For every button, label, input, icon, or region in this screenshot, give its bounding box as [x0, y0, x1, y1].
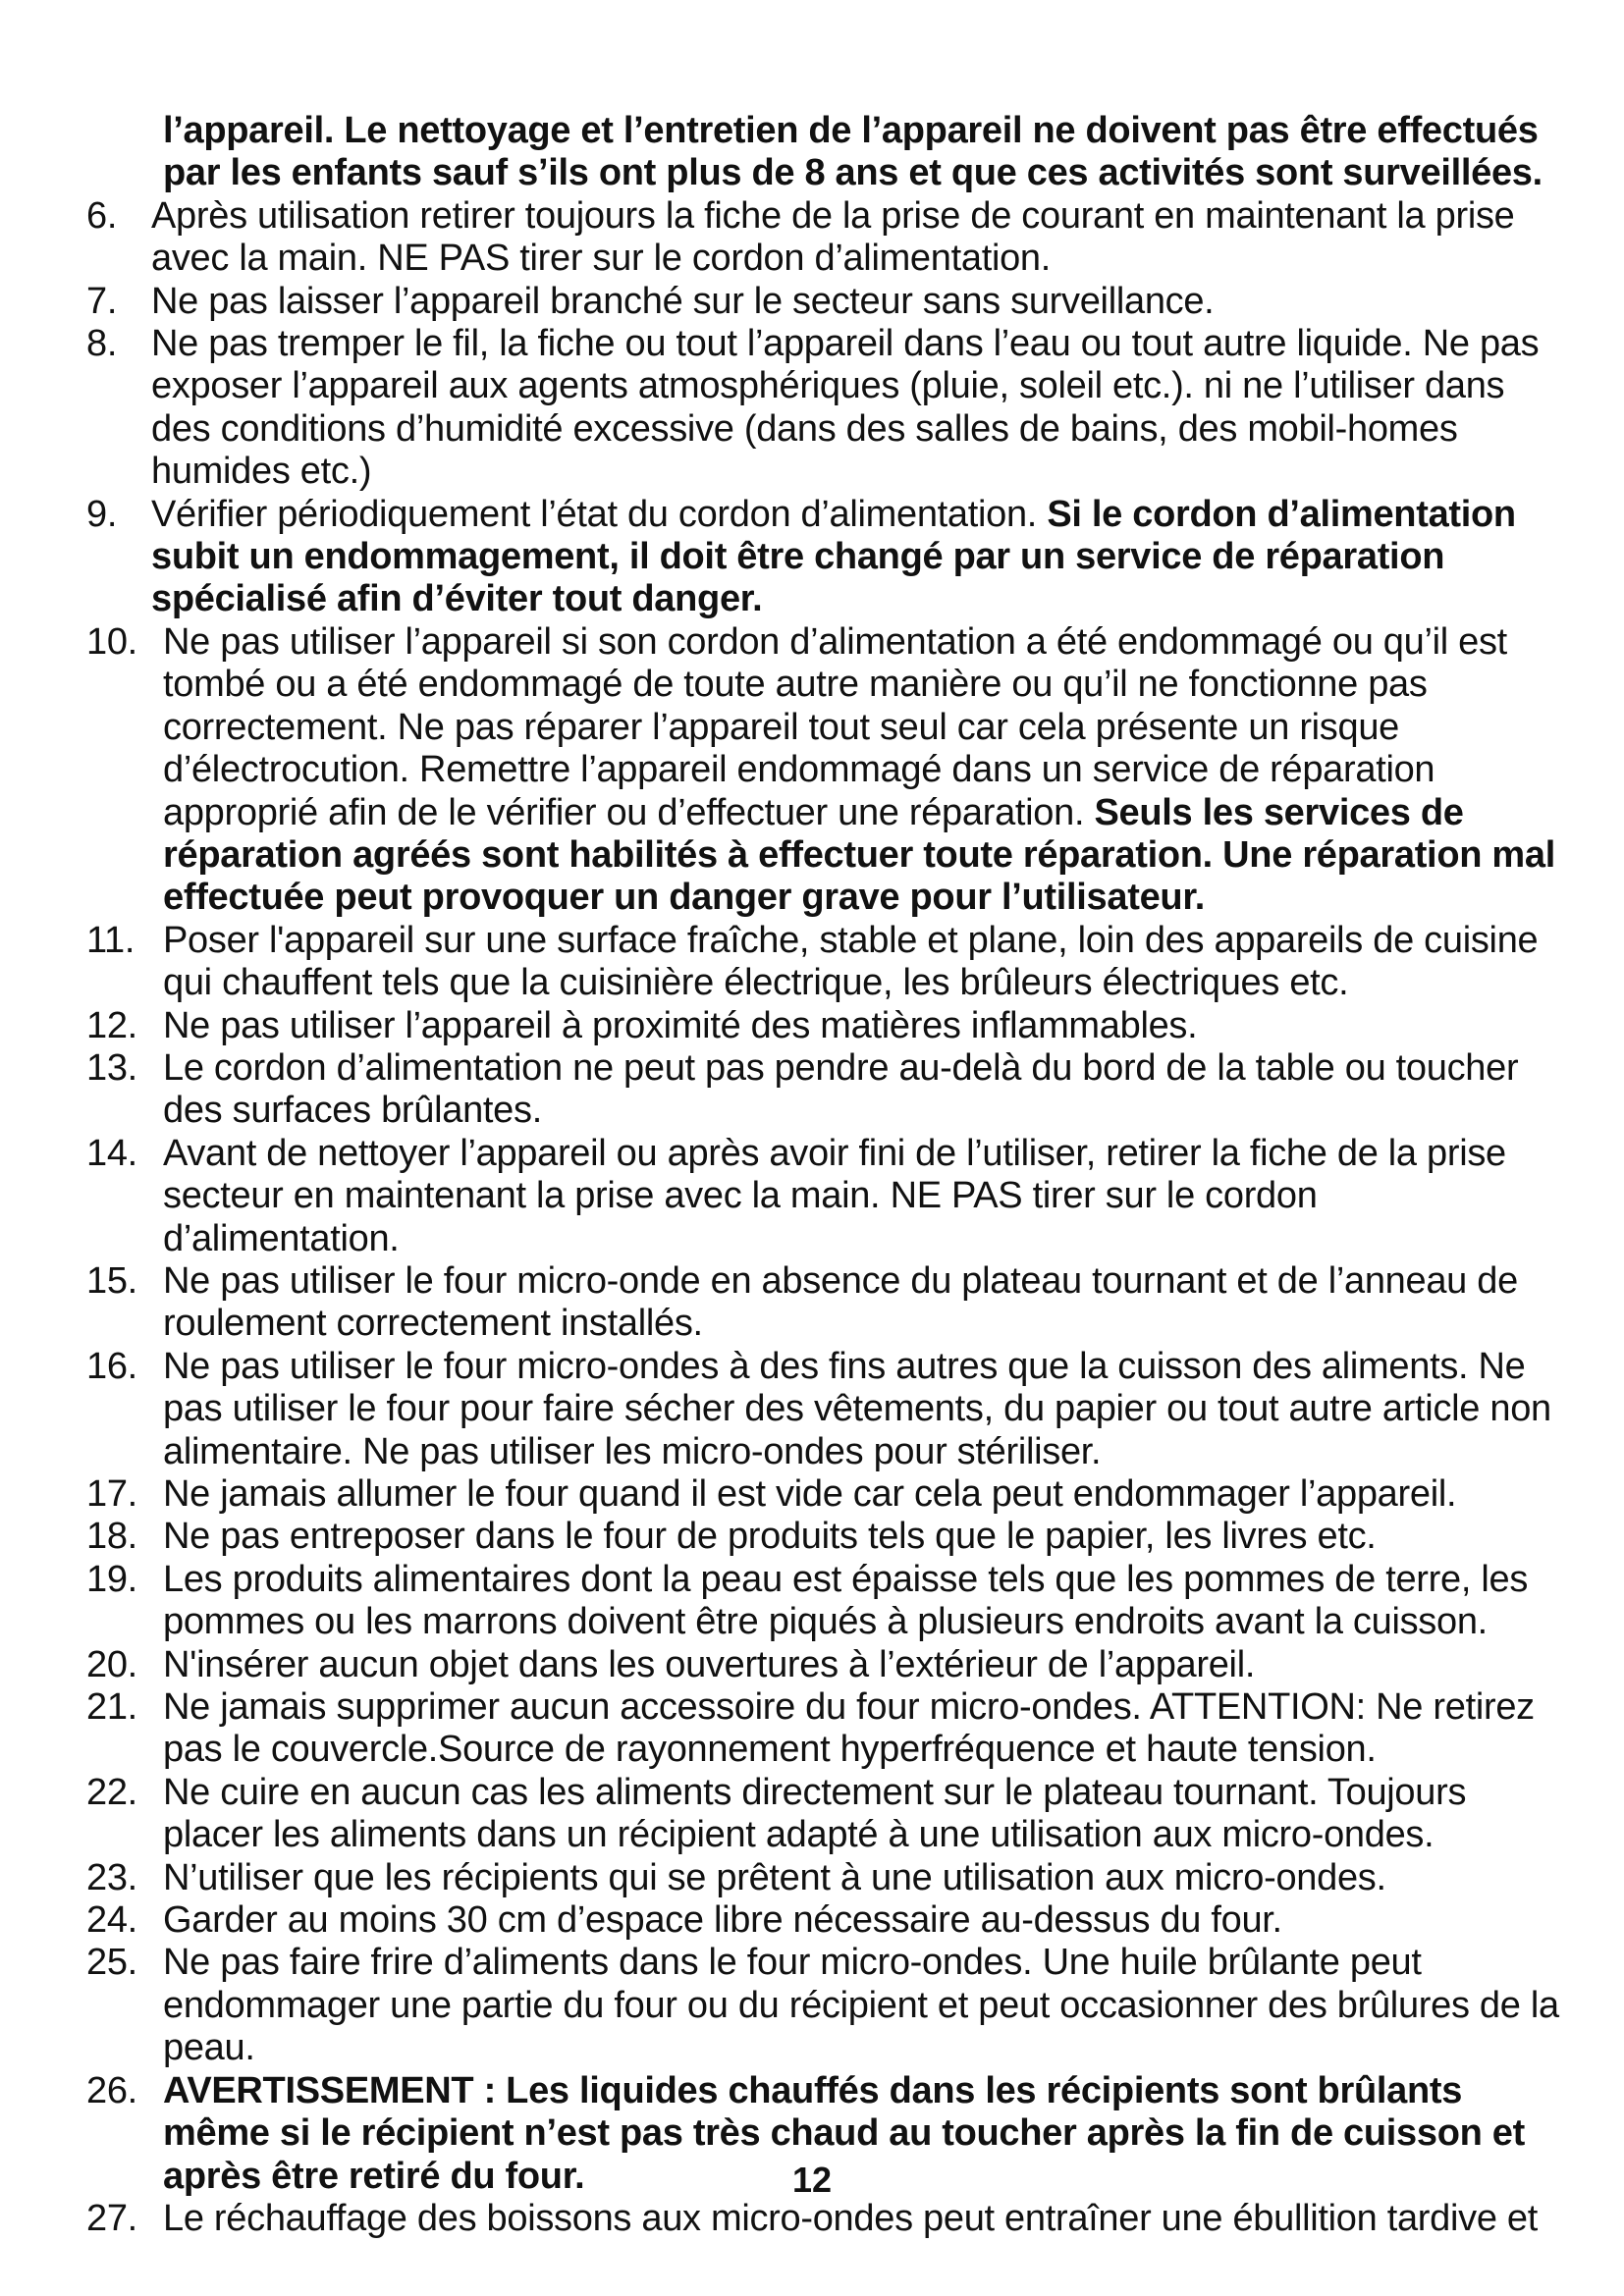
item-text	[163, 1260, 1559, 1346]
list-item	[86, 1047, 1559, 1133]
item-bold-text: Si le cordon d’alimentation subit un endommagement, il doit être changé par un service de réparation spécialisé afin d’éviter tout danger.	[151, 493, 1516, 620]
item-plain-text: Les produits alimentaires dont la peau est épaisse tels que les pommes de terre, les pommes ou les marrons doivent être piqués à plusieurs endroits avant la cuisson.	[163, 1558, 1529, 1643]
item-text	[163, 1686, 1559, 1772]
item-text	[163, 1942, 1559, 2069]
item-plain-text: Ne pas utiliser l’appareil à proximité des matières inflammables.	[163, 1004, 1198, 1046]
item-text	[163, 1516, 1559, 1558]
continuation-text: l’appareil. Le nettoyage et l’entretien de l’appareil ne doivent pas être effectués par les enfants sauf s’ils ont plus de 8 ans et que ces activités sont surveillées.	[163, 110, 1543, 194]
item-bold-text: AVERTISSEMENT : Les liquides chauffés dans les récipients sont brûlants même si le récipient n’est pas très chaud au toucher après la fin de cuisson et après être retiré du four.	[163, 2069, 1525, 2197]
item-number: 26.	[86, 2069, 137, 2111]
item-text	[163, 1899, 1559, 1942]
item-plain-text: Ne jamais supprimer aucun accessoire du four micro-ondes. ATTENTION: Ne retirez pas le couvercle.Source de rayonnement hyperfréquence et haute tension.	[163, 1686, 1535, 1771]
item-number: 27.	[86, 2197, 137, 2239]
item-plain-text: Garder au moins 30 cm d’espace libre nécessaire au-dessus du four.	[163, 1899, 1282, 1942]
item-text	[163, 1047, 1559, 1133]
item-plain-text: Poser l'appareil sur une surface fraîche, stable et plane, loin des appareils de cuisine qui chauffent tels que la cuisinière électrique, les brûleurs électriques etc.	[163, 919, 1539, 1004]
item-text	[163, 1644, 1559, 1686]
item-number: 11.	[86, 919, 135, 961]
list-item	[86, 1473, 1559, 1516]
item-number: 14.	[86, 1132, 137, 1174]
item-number: 13.	[86, 1046, 137, 1089]
list-item	[86, 621, 1559, 920]
list-item	[86, 2198, 1559, 2240]
list-item	[86, 494, 1559, 621]
item-plain-text: Ne pas utiliser le four micro-onde en absence du plateau tournant et de l’anneau de roulement correctement installés.	[163, 1259, 1518, 1345]
list-item	[86, 1772, 1559, 1857]
list-item	[86, 323, 1559, 494]
item-text	[163, 1346, 1559, 1473]
safety-instructions	[86, 110, 1559, 2240]
item-plain-text: Ne pas laisser l’appareil branché sur le secteur sans surveillance.	[151, 280, 1215, 322]
item-number: 10.	[86, 620, 137, 663]
item-text	[163, 1133, 1559, 1260]
item-text	[163, 1857, 1559, 1899]
list-item	[86, 1899, 1559, 1942]
item-plain-text: Ne pas utiliser l’appareil si son cordon d’alimentation a été endommagé ou qu’il est tombé ou a été endommagé de toute autre manière ou qu’il ne fonctionne pas correctement. Ne pas réparer l’appareil tout seul car cela présente un risque d’électrocution. Remettre l’appareil endommagé dans un service de réparation approprié afin de le vérifier ou d’effectuer une réparation.	[163, 620, 1507, 833]
list-item	[86, 920, 1559, 1005]
item-number: 22.	[86, 1771, 137, 1813]
list-item	[86, 1686, 1559, 1772]
item-plain-text: Le cordon d’alimentation ne peut pas pendre au-delà du bord de la table ou toucher des surfaces brûlantes.	[163, 1046, 1519, 1132]
item-number: 7.	[86, 280, 118, 322]
item-text	[151, 494, 1559, 621]
item-number: 20.	[86, 1643, 137, 1685]
item-plain-text: Après utilisation retirer toujours la fiche de la prise de courant en maintenant la prise avec la main. NE PAS tirer sur le cordon d’alimentation.	[151, 194, 1515, 280]
list-item	[86, 1942, 1559, 2069]
list-item	[86, 195, 1559, 281]
page-number: 12	[791, 2160, 833, 2200]
item-plain-text: Le réchauffage des boissons aux micro-ondes peut entraîner une ébullition tardive et	[163, 2197, 1539, 2239]
item-number: 25.	[86, 1942, 137, 1984]
item-text	[163, 1772, 1559, 1857]
item-number: 18.	[86, 1516, 137, 1558]
item-text	[151, 323, 1559, 494]
item-number: 6.	[86, 194, 118, 237]
item-number: 21.	[86, 1686, 137, 1729]
item-text	[151, 195, 1559, 281]
item-plain-text: Avant de nettoyer l’appareil ou après avoir fini de l’utiliser, retirer la fiche de la prise secteur en maintenant la prise avec la main. NE PAS tirer sur le cordon d’alimentation.	[163, 1132, 1506, 1259]
list-item	[86, 1260, 1559, 1346]
item-number: 16.	[86, 1345, 137, 1387]
list-item	[86, 1346, 1559, 1473]
item-text	[163, 2198, 1559, 2240]
item-number: 12.	[86, 1004, 137, 1046]
item-number: 9.	[86, 493, 118, 535]
item-bold-text: Seuls les services de réparation agréés sont habilités à effectuer toute réparation. Une réparation mal effectuée peut provoquer un danger grave pour l’utilisateur.	[163, 791, 1555, 919]
item-text	[151, 281, 1559, 323]
item-text	[163, 1005, 1559, 1047]
item-number: 15.	[86, 1259, 137, 1302]
item-plain-text: Ne pas tremper le fil, la fiche ou tout l’appareil dans l’eau ou tout autre liquide. Ne pas exposer l’appareil aux agents atmosphériques (pluie, soleil etc.). ni ne l’utiliser dans des conditions d’humidité excessive (dans des salles de bains, des mobil-homes humides etc.)	[151, 323, 1540, 493]
list-item	[86, 281, 1559, 323]
item-number: 23.	[86, 1856, 137, 1898]
item-plain-text: Ne pas entreposer dans le four de produits tels que le papier, les livres etc.	[163, 1516, 1377, 1558]
list-item	[86, 1857, 1559, 1899]
item-plain-text: Ne pas utiliser le four micro-ondes à des fins autres que la cuisson des aliments. Ne pas utiliser le four pour faire sécher des vêtements, du papier ou tout autre article non alimentaire. Ne pas utiliser les micro-ondes pour stériliser.	[163, 1345, 1551, 1472]
item-plain-text: N’utiliser que les récipients qui se prêtent à une utilisation aux micro-ondes.	[163, 1856, 1386, 1898]
item-text	[163, 621, 1559, 920]
item-number: 24.	[86, 1899, 137, 1942]
item-plain-text: Vérifier périodiquement l’état du cordon d’alimentation.	[151, 493, 1048, 535]
list-item	[86, 1133, 1559, 1260]
list-item	[86, 1516, 1559, 1558]
item-plain-text: Ne pas faire frire d’aliments dans le four micro-ondes. Une huile brûlante peut endommager une partie du four ou du récipient et peut occasionner des brûlures de la peau.	[163, 1942, 1559, 2069]
item-plain-text: N'insérer aucun objet dans les ouvertures à l’extérieur de l’appareil.	[163, 1643, 1256, 1685]
list-item	[86, 1005, 1559, 1047]
item-text	[163, 1473, 1559, 1516]
item-plain-text: Ne jamais allumer le four quand il est vide car cela peut endommager l’appareil.	[163, 1473, 1457, 1515]
item-number: 17.	[86, 1473, 137, 1515]
item-number: 8.	[86, 323, 118, 365]
list-item	[86, 1644, 1559, 1686]
list-item	[86, 1559, 1559, 1644]
item-plain-text: Ne cuire en aucun cas les aliments directement sur le plateau tournant. Toujours placer les aliments dans un récipient adapté à une utilisation aux micro-ondes.	[163, 1771, 1467, 1856]
item-number: 19.	[86, 1558, 137, 1600]
item-text	[163, 920, 1559, 1005]
item-text	[163, 1559, 1559, 1644]
instruction-list	[86, 195, 1559, 2241]
